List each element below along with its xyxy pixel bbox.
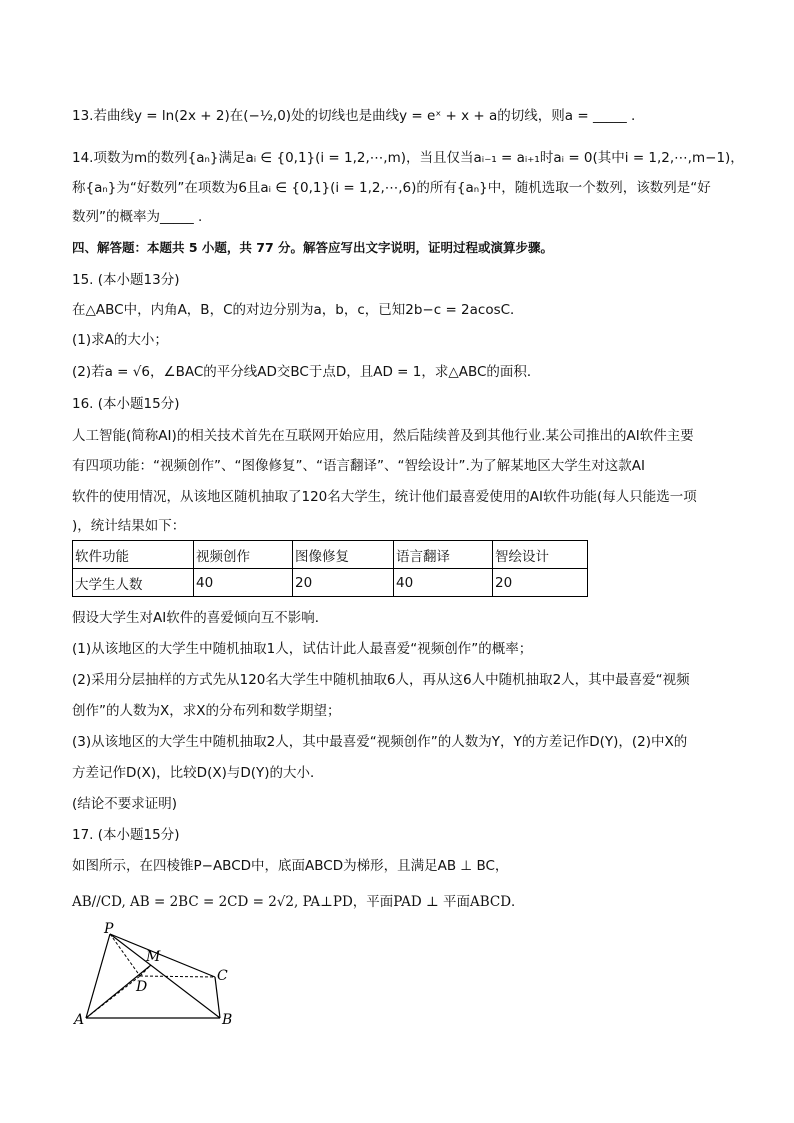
label-p: P	[104, 921, 114, 937]
question-16-stem-3: 软件的使用情况，从该地区随机抽取了120名大学生，统计他们最喜爱使用的AI软件功能(每人只能选一项	[72, 489, 697, 505]
survey-table	[72, 540, 588, 597]
edge-dc	[140, 976, 215, 977]
table-header-row	[73, 541, 588, 569]
question-16-assumption: 假设大学生对AI软件的喜爱倾向互不影响．	[72, 610, 329, 626]
question-15-header: 15. (本小题13分)	[72, 272, 180, 288]
table-header-cell: 智绘设计	[493, 541, 588, 569]
label-b: B	[222, 1012, 233, 1028]
question-14-line-2: 称{aₙ}为“好数列”在项数为6且aᵢ ∈ {0,1}(i = 1,2,⋯,6)的所有{aₙ}中，随机选取一个数列，该数列是“好	[72, 180, 711, 196]
question-16-stem-2: 有四项功能：“视频创作”、“图像修复”、“语言翻译”、“智绘设计”.为了解某地区大学生对这款AI	[72, 458, 645, 474]
question-16-part-2-line-2: 创作”的人数为X，求X的分布列和数学期望；	[72, 703, 341, 719]
question-16-header: 16. (本小题15分)	[72, 396, 180, 412]
edge-pb	[110, 934, 220, 1018]
table-cell: 大学生人数	[73, 569, 194, 597]
table-row	[73, 569, 588, 597]
table-header-cell: 图像修复	[293, 541, 394, 569]
table-cell: 40	[194, 569, 293, 597]
question-17-stem-2: AB//CD, AB = 2BC = 2CD = 2√2, PA⊥PD，平面PAD ⊥ 平面ABCD．	[72, 894, 525, 910]
label-c: C	[217, 968, 228, 984]
question-16-stem-4: )，统计结果如下：	[72, 518, 186, 534]
question-14-line-3: 数列”的概率为_____ .	[72, 209, 203, 225]
question-17-stem-1: 如图所示，在四棱锥P−ABCD中，底面ABCD为梯形，且满足AB ⊥ BC，	[72, 858, 509, 874]
question-14-line-1: 14.项数为m的数列{aₙ}满足aᵢ ∈ {0,1}(i = 1,2,⋯,m)，当且仅当aᵢ₋₁ = aᵢ₊₁时aᵢ = 0(其中i = 1,2,⋯,m−1)，	[72, 150, 744, 166]
edge-pa	[86, 934, 110, 1018]
table-header-cell: 视频创作	[194, 541, 293, 569]
question-17-header: 17. (本小题15分)	[72, 827, 180, 843]
question-16-part-3-line-2: 方差记作D(X)，比较D(X)与D(Y)的大小．	[72, 765, 324, 781]
question-16-part-2-line-1: (2)采用分层抽样的方式先从120名大学生中随机抽取6人，再从这6人中随机抽取2人，其中最喜爱“视频	[72, 672, 690, 688]
table-header-cell: 语言翻译	[394, 541, 493, 569]
table-cell: 40	[394, 569, 493, 597]
question-13: 13.若曲线y = ln(2x + 2)在(−½,0)处的切线也是曲线y = eˣ + x + a的切线，则a = _____ .	[72, 108, 636, 124]
question-16-stem-1: 人工智能(简称AI)的相关技术首先在互联网开始应用，然后陆续普及到其他行业.某公司推出的AI软件主要	[72, 428, 694, 444]
question-16-note: (结论不要求证明)	[72, 796, 178, 812]
label-a: A	[74, 1012, 85, 1028]
table-cell: 20	[493, 569, 588, 597]
table-cell: 20	[293, 569, 394, 597]
label-m: M	[146, 949, 161, 965]
question-16-part-3-line-1: (3)从该地区的大学生中随机抽取2人，其中最喜爱“视频创作”的人数为Y，Y的方差记作D(Y)，(2)中X的	[72, 734, 688, 750]
question-15-part-2: (2)若a = √6，∠BAC的平分线AD交BC于点D，且AD = 1，求△ABC的面积．	[72, 364, 541, 380]
edge-ad	[86, 976, 140, 1018]
pyramid-figure	[60, 918, 250, 1030]
question-15-stem: 在△ABC中，内角A，B，C的对边分别为a，b，c，已知2b−c = 2acosC．	[72, 302, 524, 318]
question-15-part-1: (1)求A的大小；	[72, 332, 168, 348]
table-header-cell: 软件功能	[73, 541, 194, 569]
section-4-heading: 四、解答题：本题共 5 小题，共 77 分。解答应写出文字说明，证明过程或演算步骤。	[72, 240, 554, 255]
label-d: D	[136, 979, 148, 995]
question-16-part-1: (1)从该地区的大学生中随机抽取1人，试估计此人最喜爱“视频创作”的概率；	[72, 641, 533, 657]
